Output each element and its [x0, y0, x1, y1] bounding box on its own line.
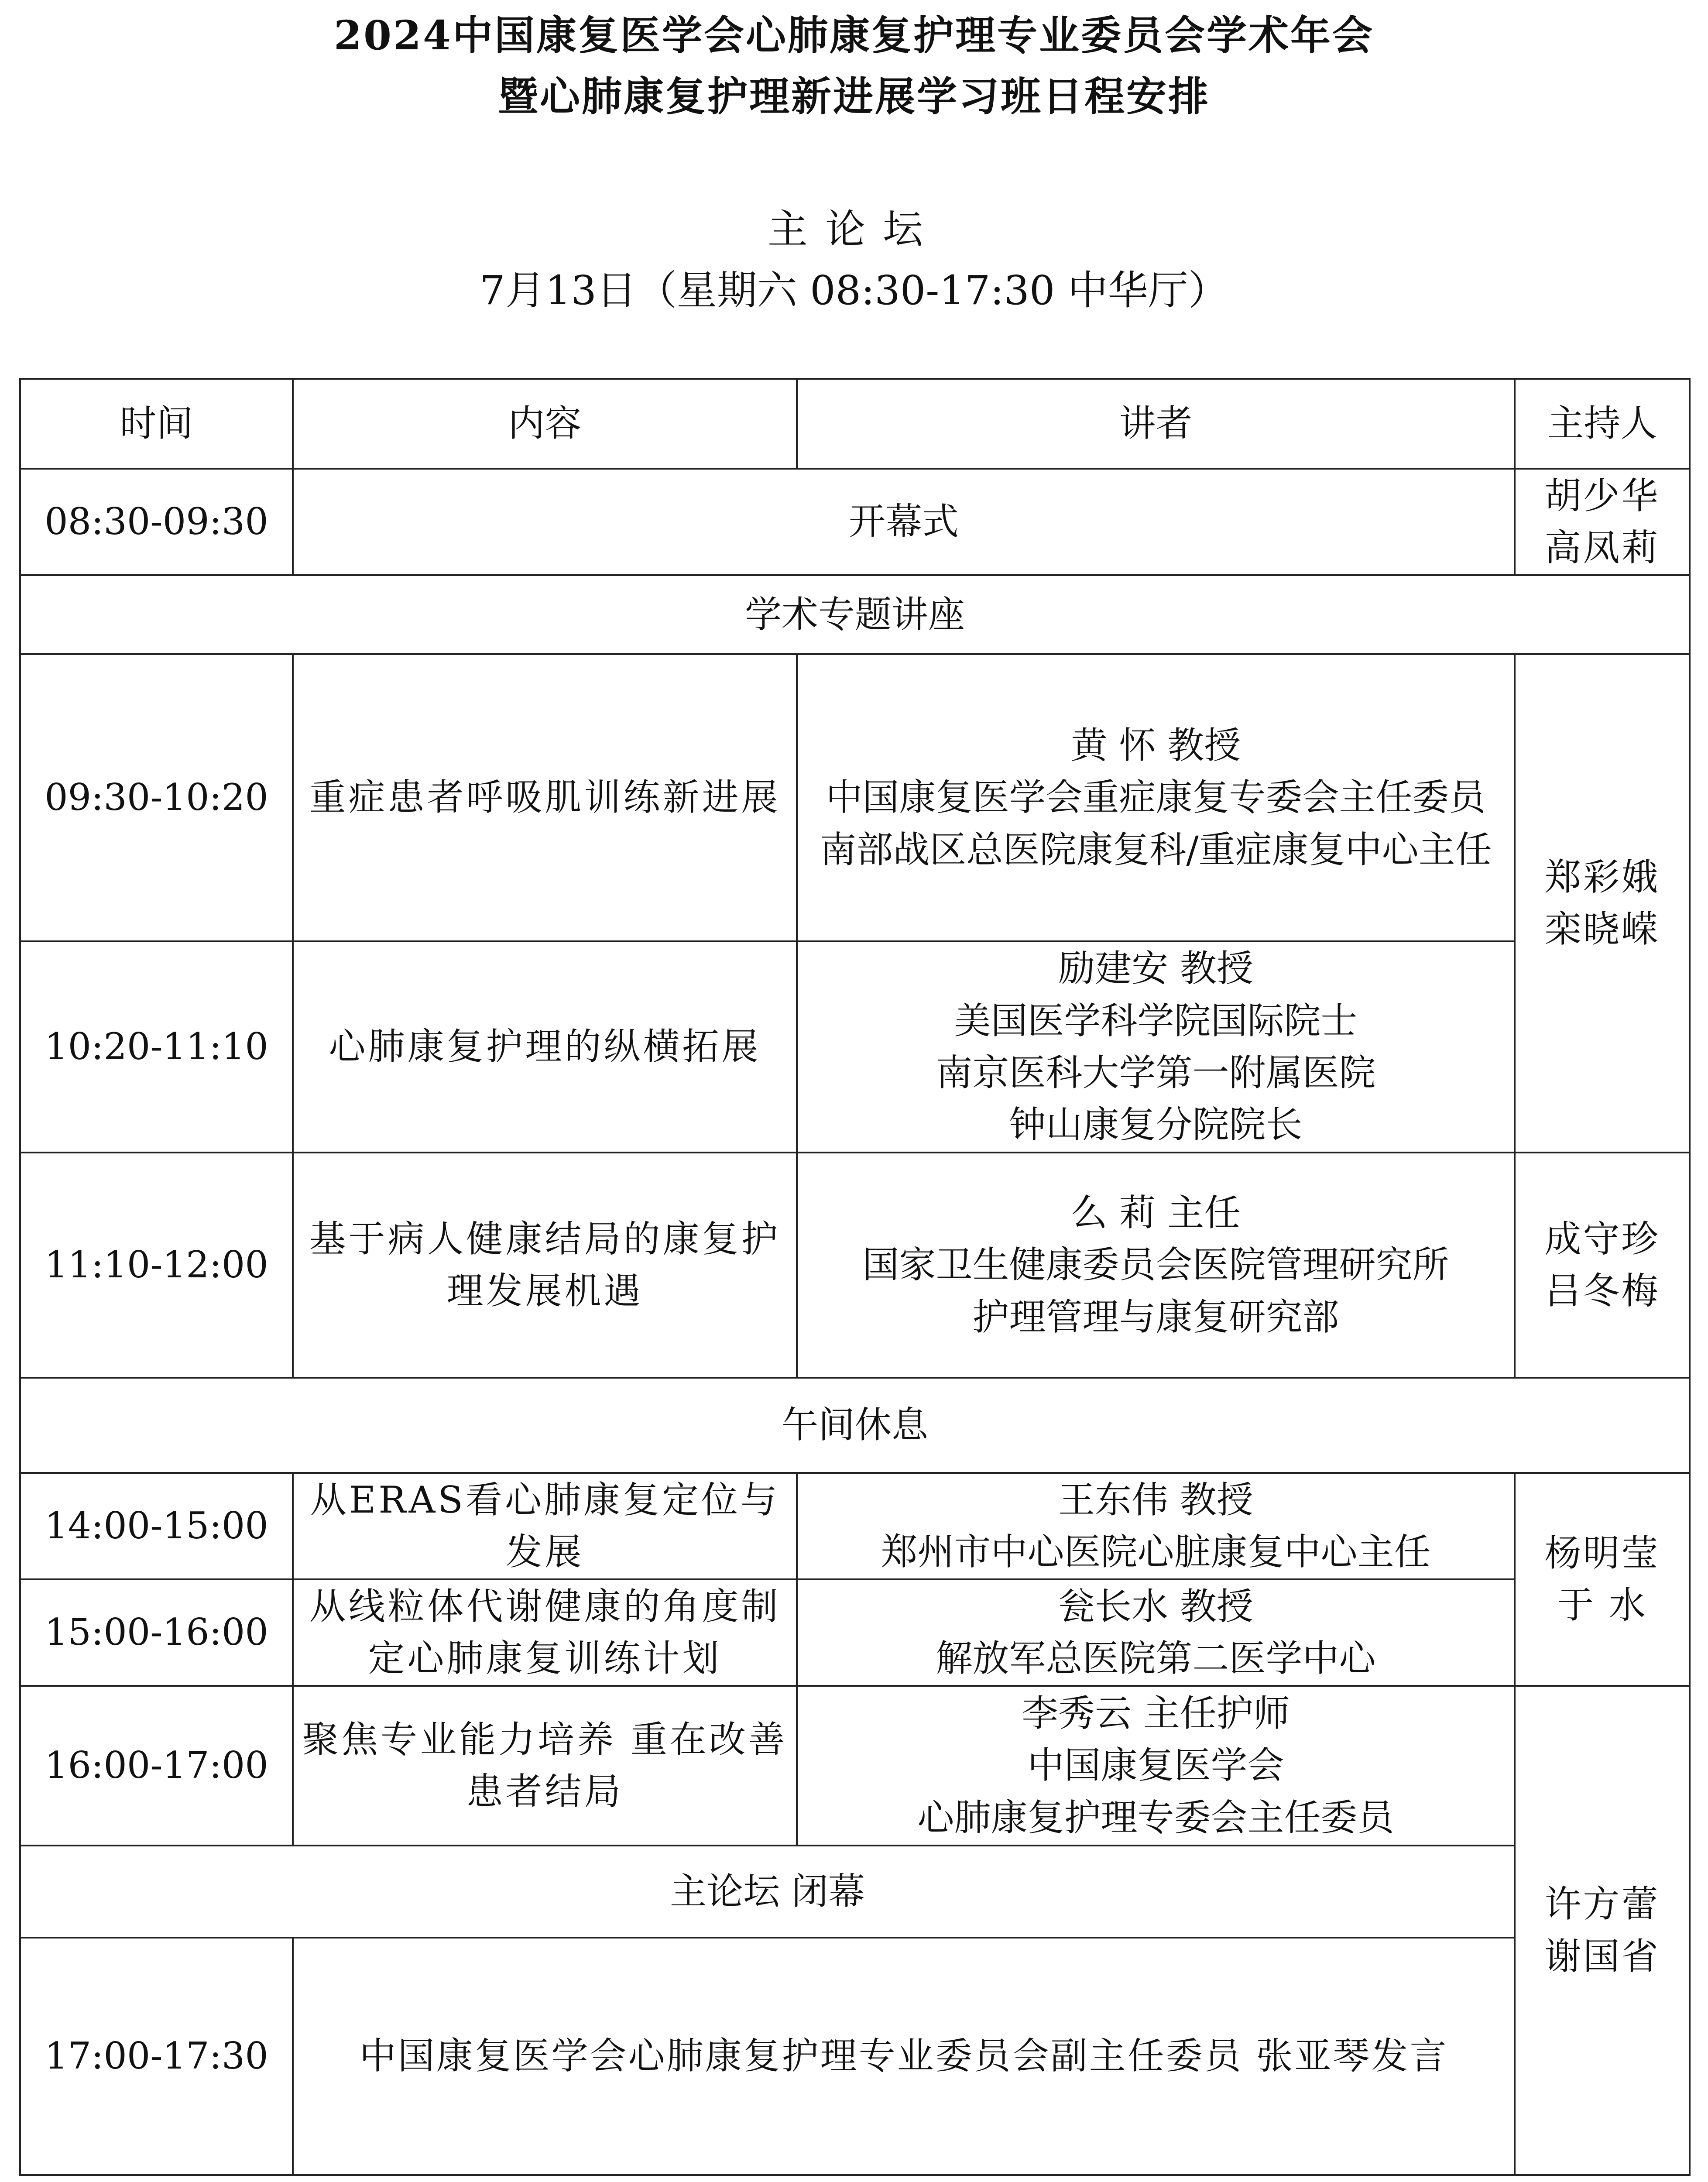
time-cell: 14:00-15:00: [20, 1473, 293, 1579]
table-row: [20, 1938, 1690, 2175]
header-time: 时间: [20, 379, 293, 469]
time-cell: 08:30-09:30: [20, 469, 293, 575]
table-row: [20, 1579, 1690, 1686]
header-host: 主持人: [1515, 379, 1690, 469]
host-name: 许方蕾: [1544, 1883, 1660, 1926]
speaker-name: 励建安 教授: [1058, 947, 1253, 990]
host-name: 于 水: [1557, 1584, 1647, 1626]
host-name: 成守珍: [1544, 1217, 1660, 1260]
header-content: 内容: [293, 379, 797, 469]
host-name: 吕冬梅: [1544, 1269, 1660, 1312]
section-closing: 主论坛 闭幕: [20, 1846, 1515, 1938]
time-cell: 09:30-10:20: [20, 654, 293, 941]
table-row: [20, 941, 1690, 1153]
speaker-cell: [797, 1473, 1515, 1579]
speaker-affiliation: 解放军总医院第二医学中心: [936, 1637, 1376, 1680]
speaker-affiliation: 国家卫生健康委员会医院管理研究所: [862, 1243, 1449, 1287]
speaker-cell: [797, 1686, 1515, 1846]
host-name: 胡少华: [1544, 474, 1660, 517]
content-cell: 从线粒体代谢健康的角度制定心肺康复训练计划: [293, 1579, 797, 1686]
speaker-cell: [797, 941, 1515, 1153]
speaker-name: 王东伟 教授: [1058, 1478, 1253, 1521]
host-cell: [1515, 1153, 1690, 1378]
closing-content: 中国康复医学会心肺康复护理专业委员会副主任委员 张亚琴发言: [293, 1938, 1515, 2175]
time-cell: 11:10-12:00: [20, 1153, 293, 1378]
content-cell: 聚焦专业能力培养 重在改善患者结局: [293, 1686, 797, 1846]
opening-content: 开幕式: [293, 469, 1515, 575]
schedule-table: [19, 378, 1691, 2176]
host-cell: [1515, 654, 1690, 1153]
speaker-name: 么 莉 主任: [1070, 1191, 1241, 1235]
speaker-name: 黄 怀 教授: [1070, 724, 1241, 767]
speaker-affiliation: 郑州市中心医院心脏康复中心主任: [881, 1530, 1431, 1573]
speaker-name: 李秀云 主任护师: [1022, 1692, 1290, 1735]
speaker-affiliation: 护理管理与康复研究部: [972, 1295, 1339, 1338]
host-name: 杨明莹: [1544, 1531, 1660, 1575]
header-row: [20, 379, 1690, 469]
speaker-title: 心肺康复护理专委会主任委员: [917, 1796, 1394, 1839]
speaker-cell: [797, 1579, 1515, 1686]
host-cell: [1515, 469, 1690, 575]
time-cell: 16:00-17:00: [20, 1686, 293, 1846]
forum-date: 7月13日（星期六 08:30-17:30 中华厅）: [480, 267, 1228, 314]
forum-name: 主论坛: [767, 206, 940, 253]
section-row: [20, 575, 1690, 654]
section-row: [20, 1846, 1690, 1938]
table-row: [20, 469, 1690, 575]
doc-title-line2: 暨心肺康复护理新进展学习班日程安排: [497, 73, 1210, 120]
host-cell: [1515, 1686, 1690, 2175]
host-name: 郑彩娥: [1544, 855, 1660, 899]
speaker-cell: [797, 654, 1515, 941]
host-name: 栾晓嵘: [1544, 908, 1660, 950]
time-cell: 15:00-16:00: [20, 1579, 293, 1686]
doc-title-line1: 2024中国康复医学会心肺康复护理专业委员会学术年会: [333, 12, 1375, 59]
header-speaker: 讲者: [797, 379, 1515, 469]
host-name: 高凤莉: [1544, 526, 1660, 569]
section-lectures: 学术专题讲座: [20, 575, 1690, 654]
speaker-affiliation: 南京医科大学第一附属医院: [936, 1051, 1376, 1094]
speaker-cell: [797, 1153, 1515, 1378]
host-cell: [1515, 1473, 1690, 1686]
host-name: 谢国省: [1544, 1935, 1660, 1978]
speaker-affiliation: 南部战区总医院康复科/重症康复中心主任: [820, 828, 1492, 871]
speaker-title: 中国康复医学会重症康复专委会主任委员: [826, 776, 1486, 819]
speaker-name: 瓮长水 教授: [1058, 1585, 1253, 1628]
table-row: [20, 654, 1690, 941]
time-cell: 10:20-11:10: [20, 941, 293, 1153]
table-row: [20, 1686, 1690, 1846]
content-cell: 重症患者呼吸肌训练新进展: [293, 654, 797, 941]
content-cell: 从ERAS看心肺康复定位与发展: [293, 1473, 797, 1579]
content-cell: 心肺康复护理的纵横拓展: [293, 941, 797, 1153]
section-break: 午间休息: [20, 1378, 1690, 1473]
section-row: [20, 1378, 1690, 1473]
speaker-affiliation: 中国康复医学会: [1027, 1744, 1284, 1787]
time-cell: 17:00-17:30: [20, 1938, 293, 2175]
table-row: [20, 1473, 1690, 1579]
table-row: [20, 1153, 1690, 1378]
speaker-affiliation: 钟山康复分院院长: [1009, 1103, 1303, 1146]
content-cell: 基于病人健康结局的康复护理发展机遇: [293, 1153, 797, 1378]
speaker-title: 美国医学科学院国际院士: [954, 999, 1358, 1042]
